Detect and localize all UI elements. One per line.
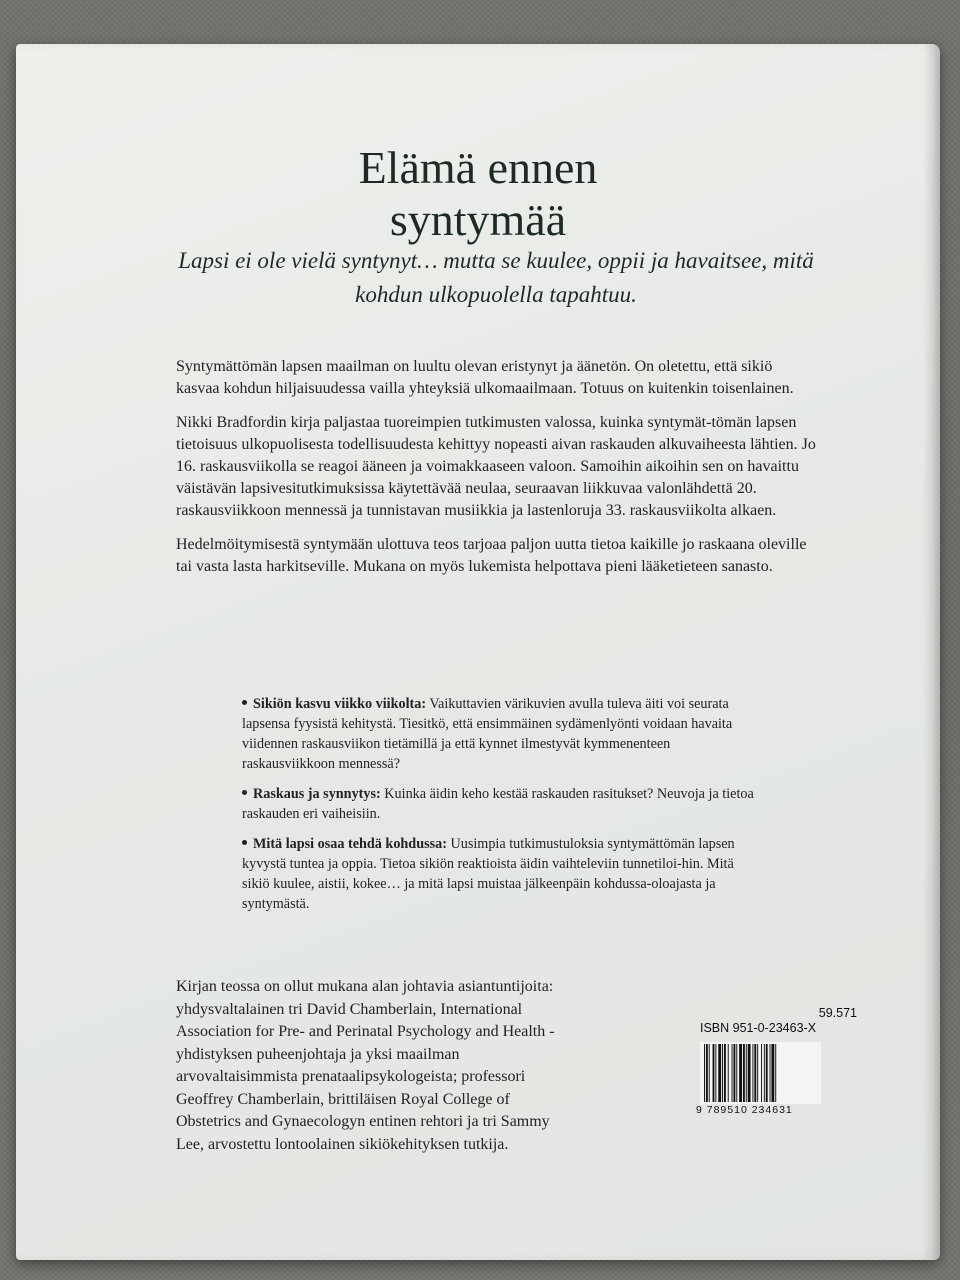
feature-heading: Sikiön kasvu viikko viikolta: <box>253 696 427 712</box>
barcode-bar <box>766 1044 768 1102</box>
barcode-icon <box>700 1042 821 1104</box>
barcode-bar <box>736 1044 737 1102</box>
feature-heading: Raskaus ja synnytys: <box>253 786 381 802</box>
feature-heading: Mitä lapsi osaa tehdä kohdussa: <box>253 836 447 852</box>
barcode-bar <box>704 1044 705 1102</box>
barcode-bar <box>770 1044 771 1102</box>
barcode-bar <box>757 1044 758 1102</box>
contributors-text: Kirjan teossa on ollut mukana alan johtavia asiantuntijoita: yhdysvaltalainen tri David Chamberlain, International Association for Pre- and Perinatal Psychology and Health -yhdistyksen puheenjohtaja ja yksi maailman arvovaltaisimmista prenataalipsykologeista; professori Geoffrey Chamberlain, brittiläisen Royal College of Obstetrics and Gynaecologyn entinen rehtori ja tri Sammy Lee, arvostettu lontoolainen sikiökehityksen tutkija. <box>176 978 555 1153</box>
isbn-number: ISBN 951-0-23463-X <box>700 1021 817 1035</box>
bullet-icon <box>242 700 247 705</box>
barcode-bar <box>739 1044 742 1102</box>
blurb-text <box>176 356 816 590</box>
barcode-bar <box>713 1044 715 1102</box>
barcode-bar <box>718 1044 721 1102</box>
feature-item-growth <box>242 694 762 774</box>
barcode-bar <box>754 1044 756 1102</box>
barcode-bar <box>752 1044 753 1102</box>
barcode-bar <box>709 1044 710 1102</box>
feature-text: Vaikuttavien värikuvien avulla tuleva äiti voi seurata lapsensa fyysistä kehitystä. Tiesitkö, että ensimmäinen sydämenlyönti voidaan havaita viidennen raskausviikon tietämillä ja että kynnet ilmestyvät kymmenenteen raskausviikkoon mennessä? <box>242 696 733 772</box>
book-title-line-1: Elämä ennen <box>358 142 598 193</box>
book-subtitle: Lapsi ei ole vielä syntynyt… mutta se kuulee, oppii ja havaitsee, mitä kohdun ulkopuolella tapahtuu. <box>178 248 814 307</box>
barcode-bar <box>733 1044 735 1102</box>
blurb-paragraph-3: Hedelmöitymisestä syntymään ulottuva teos tarjoaa paljon uutta tietoa kaikille jo raskaana oleville tai vasta lasta harkitseville. Mukana on myös lukemista helpottava pieni lääketieteen sanasto. <box>176 536 807 575</box>
barcode-bar <box>706 1044 708 1102</box>
feature-item-abilities <box>242 834 762 914</box>
bullet-icon <box>242 840 247 845</box>
barcode-digits: 9 789510 234631 <box>696 1104 793 1116</box>
barcode-bar <box>775 1044 776 1102</box>
barcode-bar <box>761 1044 762 1102</box>
barcode-bar <box>748 1044 751 1102</box>
bullet-icon <box>242 790 247 795</box>
barcode-bar <box>764 1044 765 1102</box>
barcode-bar <box>715 1044 716 1102</box>
barcode-bar <box>771 1044 774 1102</box>
price-code: 59.571 <box>818 1006 857 1020</box>
book-title-line-2: syntymää <box>389 194 567 245</box>
barcode-bar <box>724 1044 726 1102</box>
blurb-paragraph-1: Syntymättömän lapsen maailman on luultu olevan eristynyt ja äänetön. On oletettu, että sikiö kasvaa kohdun hiljaisuudessa vailla yhteyksiä ulkomaailmaan. Totuus on kuitenkin toisenlainen. <box>176 358 794 397</box>
feature-list <box>242 694 762 924</box>
barcode-bar <box>728 1044 729 1102</box>
barcode-bar <box>732 1044 733 1102</box>
barcode-bar <box>746 1044 747 1102</box>
feature-text: Uusimpia tutkimustuloksia syntymättömän lapsen kyvystä tuntea ja oppia. Tietoa sikiön reaktioista äidin vaihteleviin tunnetiloi-hin. Mitä sikiö kuulee, aistii, kokee… ja mitä lapsi muistaa jälkeenpäin kohdussa-oloajasta ja syntymästä. <box>242 836 735 912</box>
feature-text: Kuinka äidin keho kestää raskauden rasitukset? Neuvoja ja tietoa raskauden eri vaiheisiin. <box>242 786 754 822</box>
blurb-paragraph-2: Nikki Bradfordin kirja paljastaa tuoreimpien tutkimusten valossa, kuinka syntymät-tömän lapsen tietoisuus ulkopuolisesta todellisuudesta kehittyy nopeasti aivan raskauden alkuvaiheesta lähtien. Jo 16. raskausviikolla se reagoi ääneen ja voimakkaaseen valoon. Samoihin aikoihin sen on havaittu väistävän lapsivesitutkimuksissa käytettävää neulaa, seuraavan liikkuvaa valonlähdettä 20. raskausviikkoon mennessä ja tunnistavan musiikkia ja lastenloruja 33. raskausviikolta alkaen. <box>176 414 816 519</box>
barcode-bar <box>722 1044 723 1102</box>
feature-item-pregnancy <box>242 784 762 824</box>
barcode-bar <box>743 1044 745 1102</box>
